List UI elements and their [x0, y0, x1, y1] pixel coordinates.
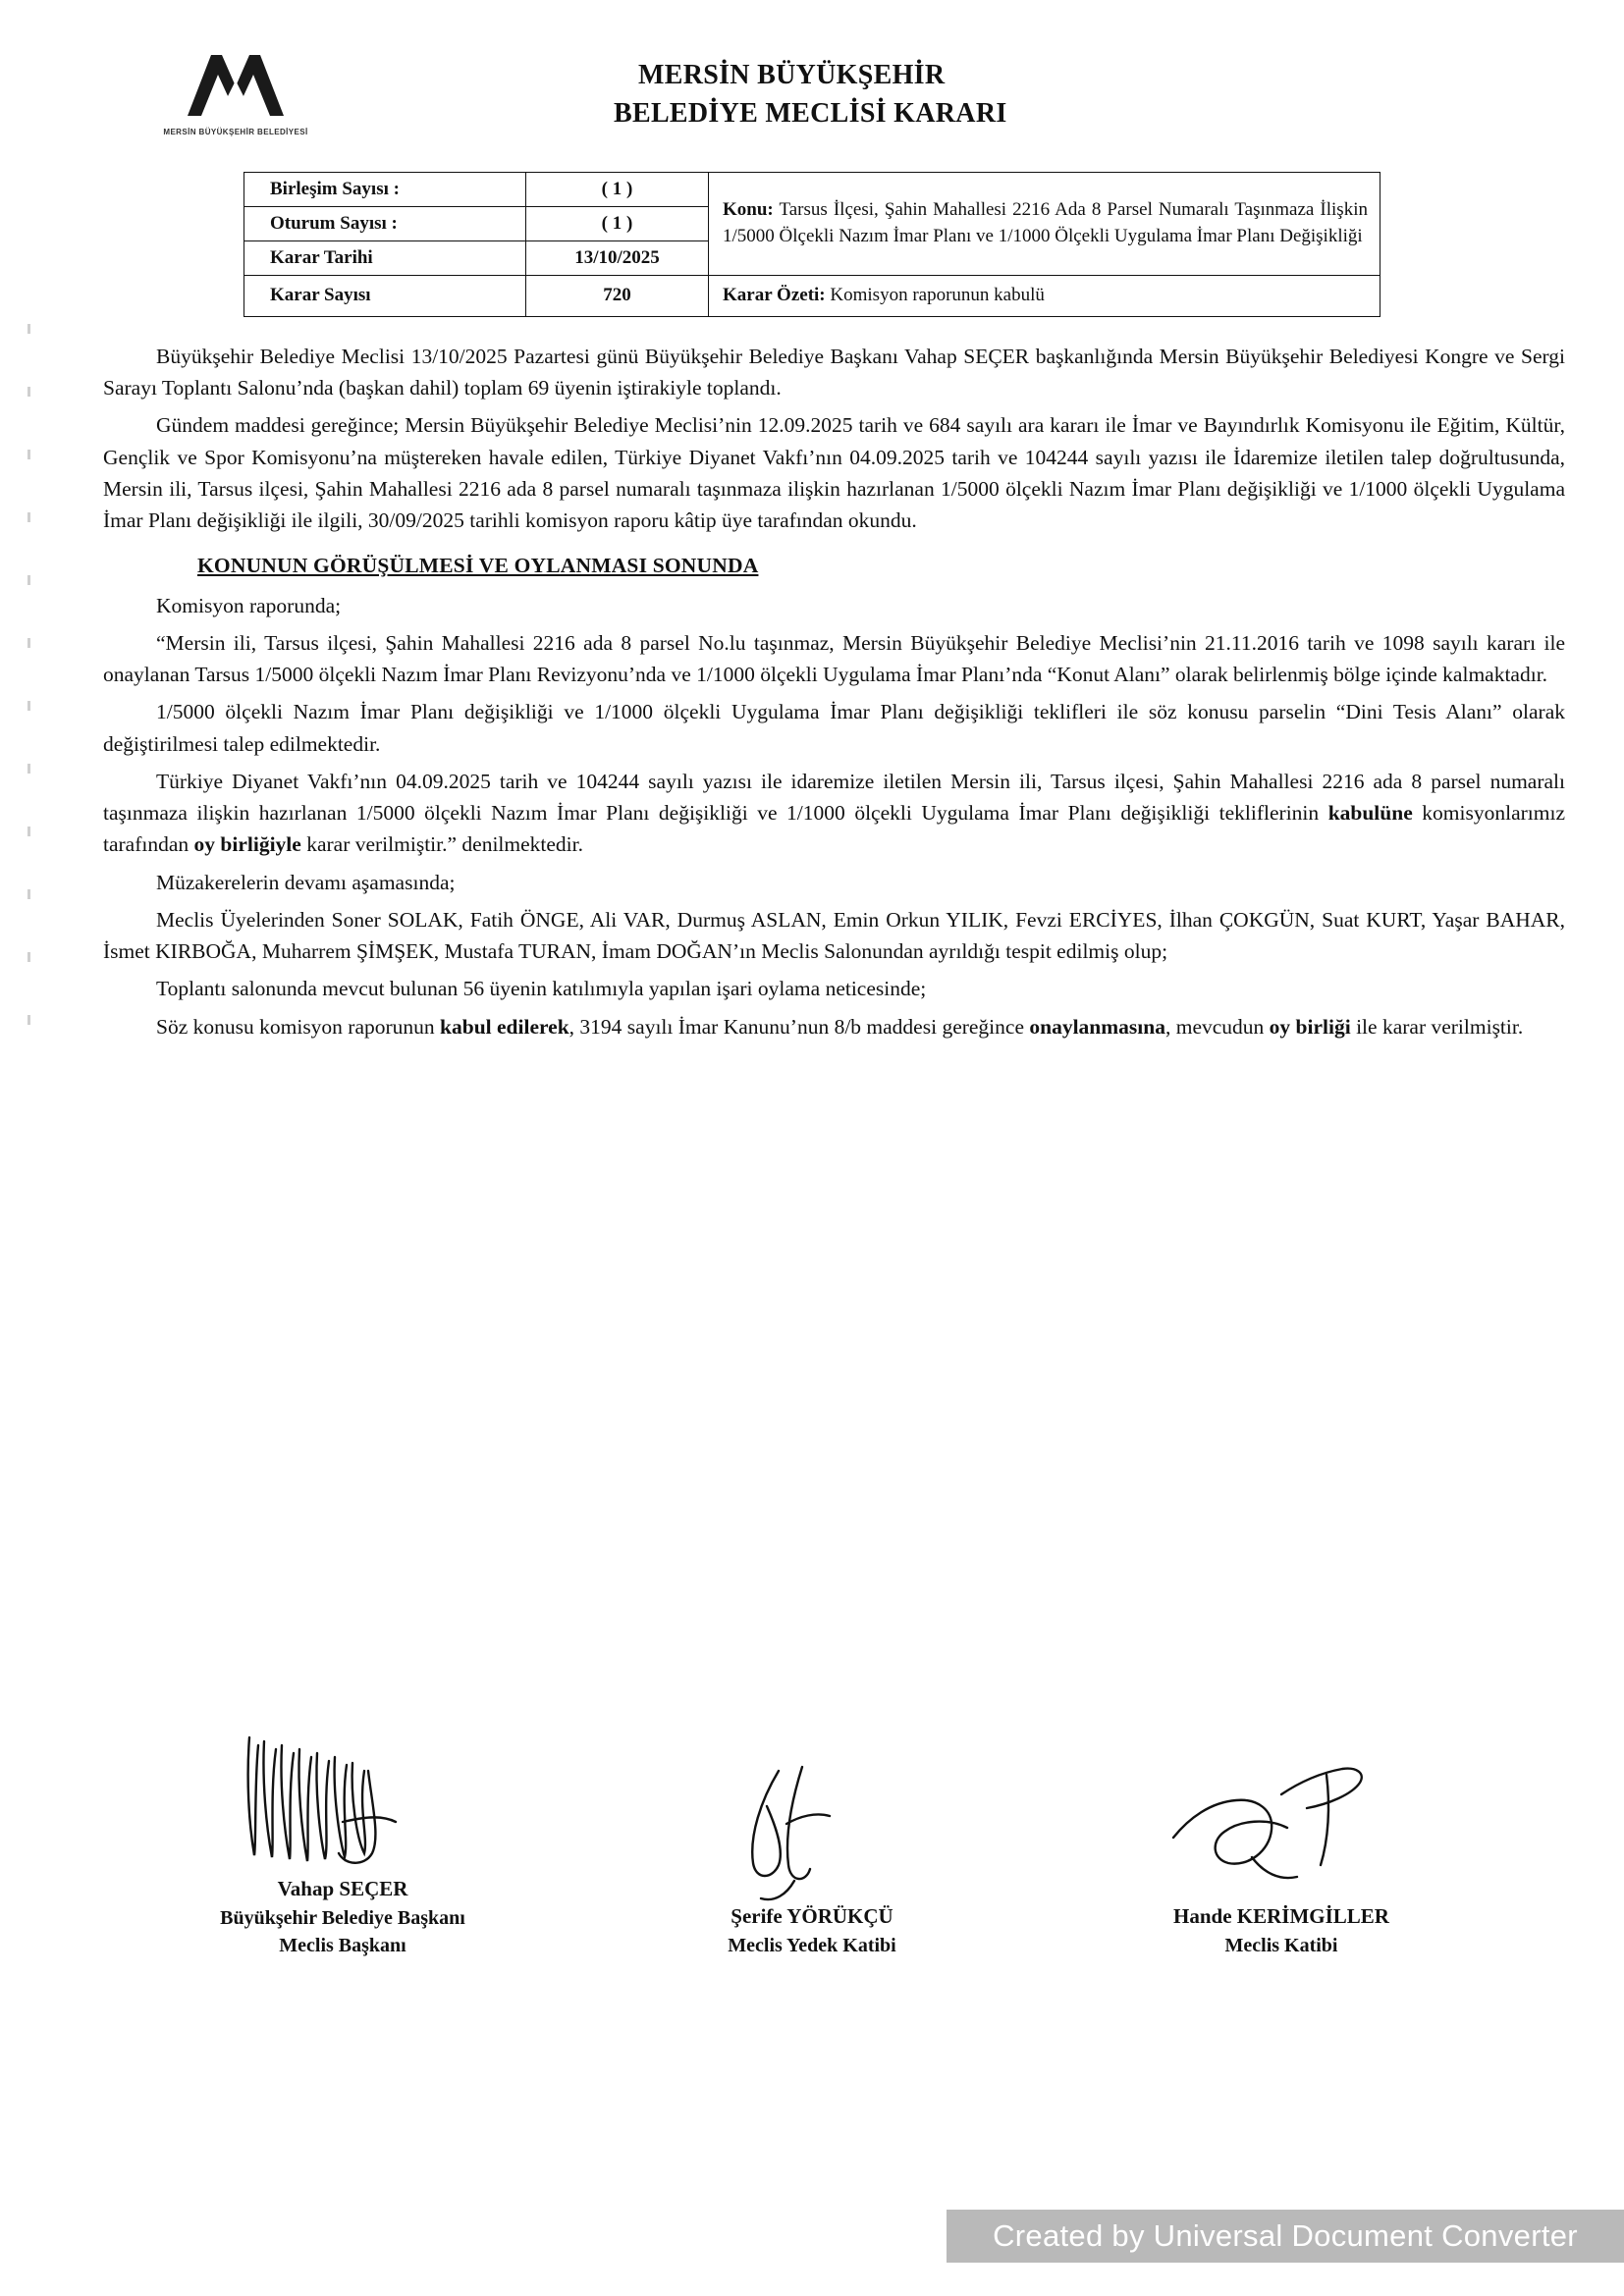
karar-tarihi-value: 13/10/2025: [526, 241, 709, 276]
signature-ink-icon: [195, 1728, 490, 1875]
signature-deputy-clerk: [606, 1755, 1018, 1959]
signature-role-mayor-1: Büyükşehir Belediye Başkanı: [220, 1906, 465, 1929]
paragraph-commission-decision: [103, 766, 1565, 861]
signature-clerk: [1075, 1755, 1488, 1959]
karar-sayisi-value: 720: [526, 276, 709, 317]
logo-caption: MERSİN BÜYÜKŞEHİR BELEDİYESİ: [163, 128, 308, 136]
final-decision-bold-onaylanmasina: onaylanmasına: [1029, 1014, 1165, 1039]
konu-cell: [709, 173, 1380, 276]
signature-name-deputy-clerk: Şerife YÖRÜKÇÜ: [731, 1904, 893, 1929]
table-row: [244, 173, 1380, 207]
document-body: [103, 341, 1565, 1042]
signature-role-clerk: Meclis Katibi: [1224, 1935, 1338, 1957]
section-heading: KONUNUN GÖRÜŞÜLMESİ VE OYLANMASI SONUNDA: [197, 554, 759, 578]
document-header: [0, 0, 1624, 136]
final-decision-part-3: , mevcudun: [1164, 1014, 1270, 1039]
paragraph-final-decision: [103, 1011, 1565, 1042]
birlesim-sayisi-value: ( 1 ): [526, 173, 709, 207]
paragraph-deliberation: Müzakerelerin devamı aşamasında;: [156, 870, 456, 894]
paragraph-commission-report-intro: Komisyon raporunda;: [156, 593, 342, 617]
oturum-sayisi-value: ( 1 ): [526, 207, 709, 241]
municipality-logo: [0, 47, 412, 136]
oturum-sayisi-label: Oturum Sayısı :: [244, 207, 526, 241]
final-decision-part-2: , 3194 sayılı İmar Kanunu’nun 8/b maddesi gereğince: [568, 1014, 1030, 1039]
konu-text: Tarsus İlçesi, Şahin Mahallesi 2216 Ada 8 Parsel Numaralı Taşınmaza İlişkin 1/5000 Ölçekli Nazım İmar Planı ve 1/1000 Ölçekli Uygulama İmar Planı Değişikliği: [723, 199, 1368, 246]
karar-ozeti-label: Karar Özeti:: [723, 285, 826, 305]
final-decision-part-1: Söz konusu komisyon raporunun: [156, 1014, 441, 1039]
watermark-banner: Created by Universal Document Converter: [947, 2210, 1624, 2263]
signature-name-clerk: Hande KERİMGİLLER: [1173, 1904, 1389, 1929]
karar-ozeti-text: Komisyon raporunun kabulü: [830, 285, 1045, 305]
document-title: [412, 47, 1624, 133]
title-line-2: BELEDİYE MECLİSİ KARARI: [614, 97, 1007, 129]
commission-decision-bold-kabulune: kabulüne: [1327, 801, 1413, 826]
final-decision-part-4: ile karar verilmiştir.: [1350, 1014, 1524, 1039]
paragraph-meeting-opening: Büyükşehir Belediye Meclisi 13/10/2025 Pazartesi günü Büyükşehir Belediye Başkanı Vahap SEÇER başkanlığında Mersin Büyükşehir Belediyesi Kongre ve Sergi Sarayı Toplantı Salonu’nda (başkan dahil) toplam 69 üyenin iştirakiyle toplandı.: [103, 344, 1565, 400]
commission-decision-part-1: Türkiye Diyanet Vakfı’nın 04.09.2025 tarih ve 104244 sayılı yazısı ile idaremize iletilen Mersin ili, Tarsus ilçesi, Şahin Mahallesi 2216 ada 8 parsel numaralı taşınmaza ilişkin hazırlanan 1/5000 ölçekli Nazım İmar Planı değişikliği ve 1/1000 ölçekli Uygulama İmar Planı değişikliği tekliflerinin: [103, 769, 1565, 826]
signature-mayor: [136, 1728, 549, 1960]
decision-info-table: [244, 172, 1380, 317]
karar-sayisi-label: Karar Sayısı: [244, 276, 526, 317]
paragraph-parcel-status: “Mersin ili, Tarsus ilçesi, Şahin Mahallesi 2216 ada 8 parsel No.lu taşınmaz, Mersin Büyükşehir Belediye Meclisi’nin 21.11.2016 tarih ve 1098 sayılı kararı ile onaylanan Tarsus 1/5000 ölçekli Nazım İmar Planı Revizyonu’nda ve 1/1000 ölçekli Uygulama İmar Planı’nda “Konut Alanı” olarak belirlenmiş bölge içinde kalmaktadır.: [103, 630, 1565, 687]
title-line-1: MERSİN BÜYÜKŞEHİR: [638, 60, 946, 90]
signature-block: [0, 1728, 1624, 1960]
konu-label: Konu:: [723, 199, 774, 221]
table-row: [244, 276, 1380, 317]
commission-decision-part-2: komisyonlarımız tarafından: [103, 801, 1565, 857]
karar-tarihi-label: Karar Tarihi: [244, 241, 526, 276]
signature-ink-icon: [1134, 1755, 1429, 1902]
karar-ozeti-cell: [709, 276, 1380, 317]
birlesim-sayisi-label: Birleşim Sayısı :: [244, 173, 526, 207]
mersin-logo-icon: [182, 47, 290, 124]
commission-decision-part-3: karar verilmiştir.” denilmektedir.: [300, 832, 584, 857]
paragraph-agenda: Gündem maddesi gereğince; Mersin Büyükşehir Belediye Meclisi’nin 12.09.2025 tarih ve 684 sayılı ara kararı ile İmar ve Bayındırlık Komisyonu ile Eğitim, Kültür, Gençlik ve Spor Komisyonu’na müştereken havale edilen, Türkiye Diyanet Vakfı’nın 04.09.2025 tarih ve 104244 sayılı yazısı ile İdaremize iletilen talep doğrultusunda, Mersin ili, Tarsus ilçesi, Şahin Mahallesi 2216 ada 8 parsel numaralı taşınmaza ilişkin hazırlanan 1/5000 ölçekli Nazım İmar Planı değişikliği ve 1/1000 ölçekli Uygulama İmar Planı değişikliği ile ilgili, 30/09/2025 tarihli komisyon raporu kâtip üye tarafından okundu.: [103, 413, 1565, 533]
signature-ink-icon: [684, 1755, 940, 1902]
signature-role-deputy-clerk: Meclis Yedek Katibi: [728, 1935, 896, 1957]
scan-edge-marks: [27, 324, 30, 1207]
signature-role-mayor-2: Meclis Başkanı: [279, 1935, 406, 1957]
signature-name-mayor: Vahap SEÇER: [277, 1877, 408, 1900]
paragraph-voting-participation: Toplantı salonunda mevcut bulunan 56 üyenin katılımıyla yapılan işari oylama neticesinde;: [156, 977, 927, 1001]
commission-decision-bold-oybirligiyle: oy birliğiyle: [193, 832, 301, 857]
final-decision-bold-kabul: kabul edilerek: [440, 1014, 569, 1039]
final-decision-bold-oybirligi: oy birliği: [1269, 1014, 1351, 1039]
paragraph-departed-members: Meclis Üyelerinden Soner SOLAK, Fatih ÖNGE, Ali VAR, Durmuş ASLAN, Emin Orkun YILIK, Fevzi ERCİYES, İlhan ÇOKGÜN, Suat KURT, Yaşar BAHAR, İsmet KIRBOĞA, Muharrem ŞİMŞEK, Mustafa TURAN, İmam DOĞAN’ın Meclis Salonundan ayrıldığı tespit edilmiş olup;: [103, 907, 1565, 964]
paragraph-plan-change-request: 1/5000 ölçekli Nazım İmar Planı değişikliği ve 1/1000 ölçekli Uygulama İmar Planı değişikliği teklifleri ile söz konusu parselin “Dini Tesis Alanı” olarak değiştirilmesi talep edilmektedir.: [103, 700, 1565, 756]
